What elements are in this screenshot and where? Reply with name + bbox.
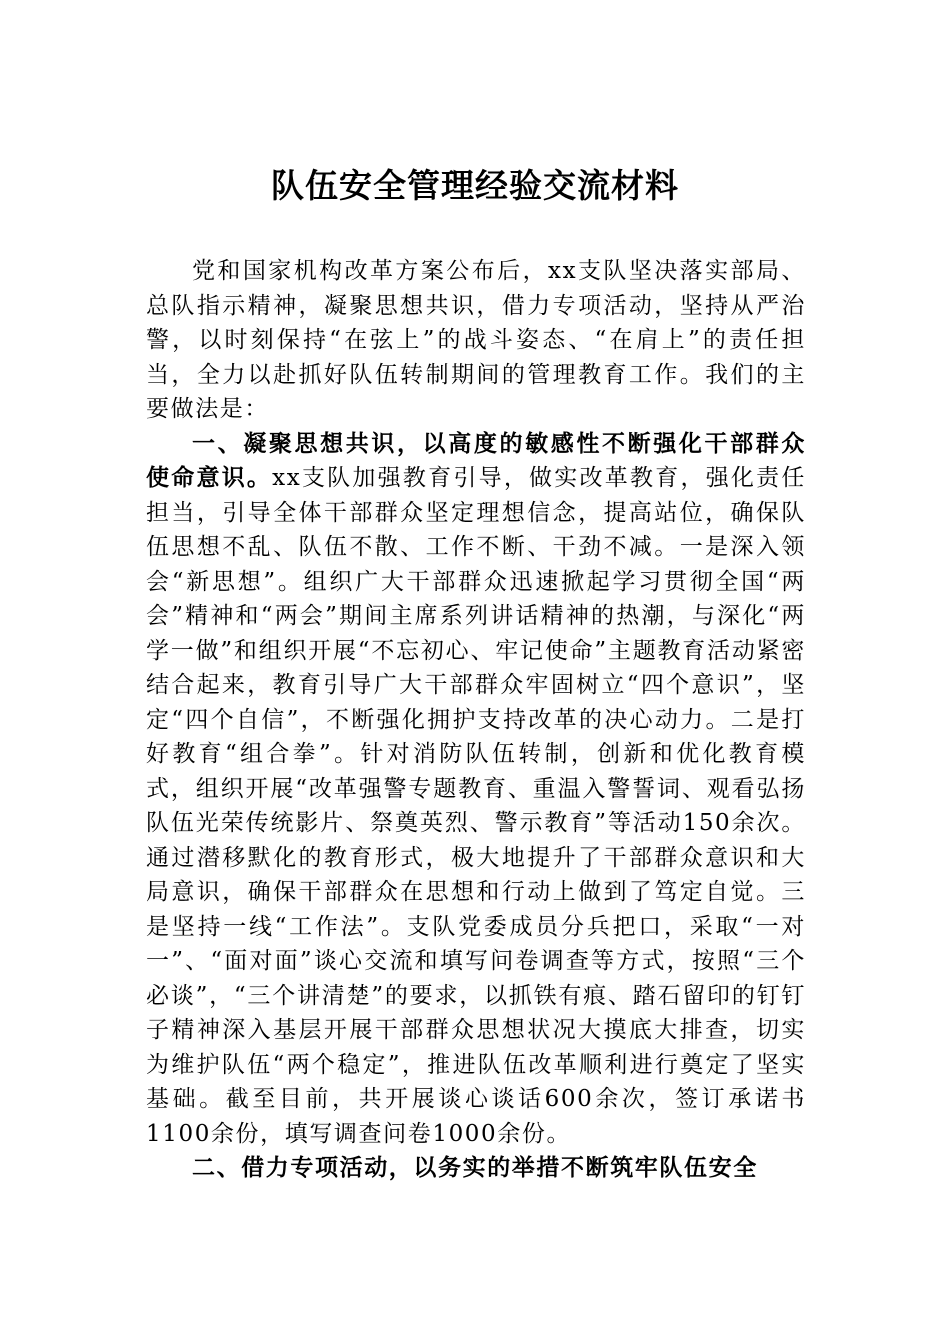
- paragraph-text: xx支队加强教育引导，做实改革教育，强化责任担当，引导全体干部群众坚定理想信念，提高站位，确保队伍思想不乱、队伍不散、工作不断、干劲不减。一是深入领会“新思想”。组织广大干部群众迅速掀起学习贯彻全国“两会”精神和“两会”期间主席系列讲话精神的热潮，与深化“两学一做”和组织开展“不忘初心、牢记使命”主题教育活动紧密结合起来，教育引导广大干部群众牢固树立“四个意识”，坚定“四个自信”，不断强化拥护支持改革的决心动力。二是打好教育“组合拳”。针对消防队伍转制，创新和优化教育模式，组织开展“改革强警专题教育、重温入警誓词、观看弘扬队伍光荣传统影片、祭奠英烈、警示教育”等活动150余次。通过潜移默化的教育形式，极大地提升了干部群众意识和大局意识，确保干部群众在思想和行动上做到了笃定自觉。三是坚持一线“工作法”。支队党委成员分兵把口，采取“一对一”、“面对面”谈心交流和填写问卷调查等方式，按照“三个必谈”，“三个讲清楚”的要求，以抓铁有痕、踏石留印的钉钉子精神深入基层开展干部群众思想状况大摸底大排查，切实为维护队伍“两个稳定”，推进队伍改革顺利进行奠定了坚实基础。截至目前，共开展谈心谈话600余次，签订承诺书1100余份，填写调查问卷1000余份。: [146, 465, 806, 1147]
- document-body: [146, 254, 806, 1186]
- paragraph-intro: [146, 254, 806, 427]
- section-heading-2: 二、借力专项活动，以务实的举措不断筑牢队伍安全: [192, 1154, 758, 1181]
- paragraph-section-1: [146, 427, 806, 1152]
- paragraph-text: 党和国家机构改革方案公布后，xx支队坚决落实部局、总队指示精神，凝聚思想共识，借力专项活动，坚持从严治警，以时刻保持“在弦上”的战斗姿态、“在肩上”的责任担当，全力以赴抓好队伍转制期间的管理教育工作。我们的主要做法是：: [146, 258, 806, 422]
- paragraph-section-2: [146, 1151, 806, 1186]
- section-heading-1: 一、凝聚思想共识，以高度的敏感性不断强化干部群众使命意识。: [146, 429, 806, 491]
- document-title: 队伍安全管理经验交流材料: [271, 166, 679, 205]
